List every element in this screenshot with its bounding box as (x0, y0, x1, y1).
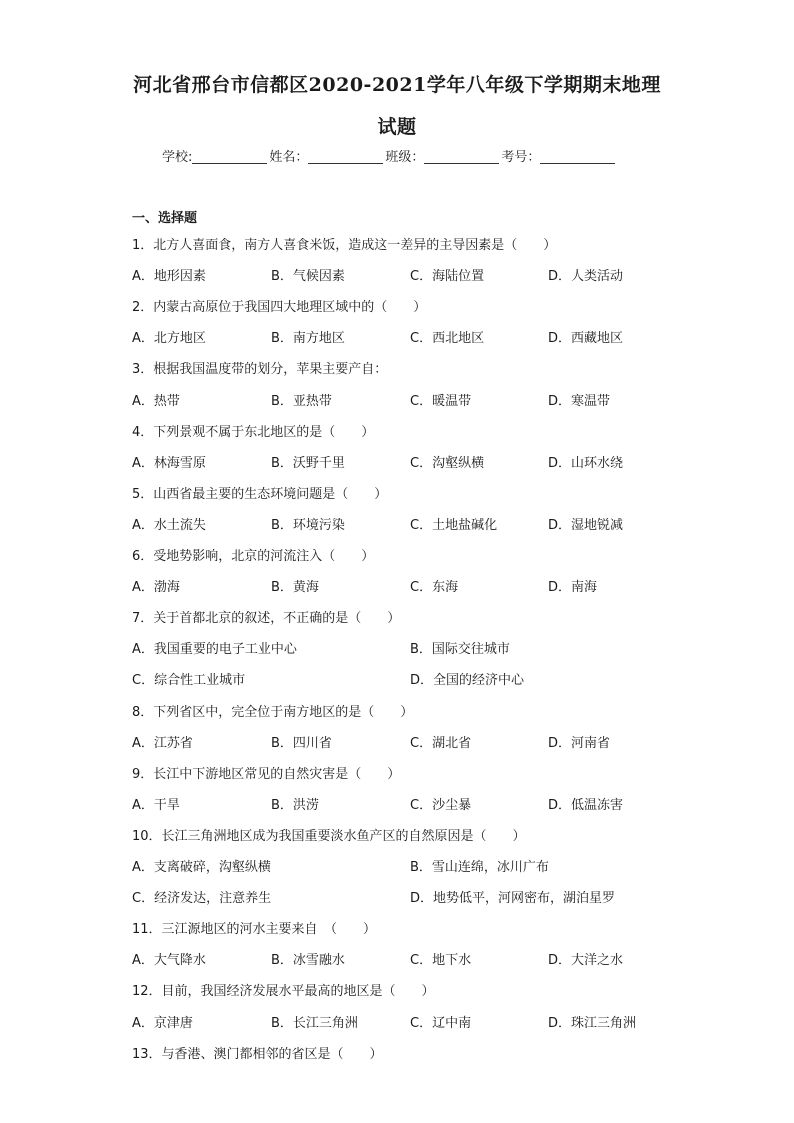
question-10-option-d[interactable]: D．地势低平，河网密布，湖泊星罗 (410, 891, 616, 907)
question-10-option-a[interactable]: A．支离破碎，沟壑纵横 (132, 860, 271, 875)
question-12: 12．目前，我国经济发展水平最高的地区是（ ） (132, 984, 435, 1000)
question-9-option-c[interactable]: C．沙尘暴 (410, 797, 472, 813)
question-13: 13．与香港、澳门都相邻的省区是（ ） (132, 1046, 383, 1062)
question-3-option-b[interactable]: B．亚热带 (271, 393, 332, 409)
question-9-option-b[interactable]: B．洪涝 (271, 797, 319, 813)
question-2: 2．内蒙古高原位于我国四大地理区域中的（ ） (132, 300, 427, 316)
question-7-option-b[interactable]: B．国际交往城市 (410, 642, 510, 658)
question-6-option-a[interactable]: A．渤海 (132, 580, 180, 596)
question-4-option-d[interactable]: D．山环水绕 (548, 455, 624, 471)
class-label: 班级： (385, 150, 425, 165)
question-8-option-d[interactable]: D．河南省 (548, 735, 611, 751)
question-3-option-a[interactable]: A．热带 (132, 393, 180, 409)
question-2-option-a[interactable]: A．北方地区 (132, 331, 206, 347)
question-5-option-c[interactable]: C．土地盐碱化 (410, 517, 498, 533)
question-7-option-a[interactable]: A．我国重要的电子工业中心 (132, 642, 297, 658)
question-7: 7．关于首都北京的叙述，不正确的是（ ） (132, 611, 401, 627)
question-3-option-c[interactable]: C．暖温带 (410, 393, 472, 409)
question-4-option-b[interactable]: B．沃野千里 (271, 455, 345, 471)
student-info-line (162, 146, 617, 165)
question-6-option-c[interactable]: C．东海 (410, 580, 459, 596)
question-8: 8．下列省区中，完全位于南方地区的是（ ） (132, 704, 414, 720)
question-5-option-b[interactable]: B．环境污染 (271, 517, 345, 533)
question-8-option-a[interactable]: A．江苏省 (132, 735, 193, 751)
question-9-option-a[interactable]: A．干旱 (132, 797, 180, 813)
question-1-option-d[interactable]: D．人类活动 (548, 269, 624, 285)
question-9-option-d[interactable]: D．低温冻害 (548, 797, 624, 813)
question-12-option-c[interactable]: C．辽中南 (410, 1015, 472, 1031)
question-6-option-b[interactable]: B．黄海 (271, 580, 319, 596)
question-1-option-b[interactable]: B．气候因素 (271, 269, 345, 285)
question-3-option-d[interactable]: D．寒温带 (548, 393, 611, 409)
question-1-option-c[interactable]: C．海陆位置 (410, 269, 485, 285)
question-10-option-c[interactable]: C．经济发达，注意养生 (132, 891, 272, 907)
question-4-option-a[interactable]: A．林海雪原 (132, 455, 206, 471)
exam-no-blank[interactable] (540, 149, 615, 164)
question-11: 11．三江源地区的河水主要来自 （ ） (132, 922, 377, 938)
name-blank[interactable] (308, 149, 383, 164)
question-6: 6．受地势影响，北京的河流注入（ ） (132, 549, 375, 564)
question-2-option-d[interactable]: D．西藏地区 (548, 331, 624, 347)
question-8-option-b[interactable]: B．四川省 (271, 735, 332, 751)
question-6-option-d[interactable]: D．南海 (548, 580, 598, 596)
question-11-option-d[interactable]: D．大洋之水 (548, 953, 624, 969)
question-4: 4．下列景观不属于东北地区的是（ ） (132, 424, 375, 440)
school-label: 学校: (162, 150, 193, 165)
question-10: 10．长江三角洲地区成为我国重要淡水鱼产区的自然原因是（ ） (132, 828, 526, 844)
question-7-option-c[interactable]: C．综合性工业城市 (132, 673, 246, 689)
document-title-continued: 试题 (377, 116, 417, 138)
question-3: 3．根据我国温度带的划分，苹果主要产自： (132, 362, 388, 378)
question-10-option-b[interactable]: B．雪山连绵，冰川广布 (410, 860, 549, 875)
school-blank[interactable] (192, 149, 267, 164)
question-2-option-b[interactable]: B．南方地区 (271, 331, 345, 347)
exam-no-label: 考号： (501, 150, 541, 165)
question-7-option-d[interactable]: D．全国的经济中心 (410, 673, 525, 689)
question-11-option-b[interactable]: B．冰雪融水 (271, 953, 345, 969)
question-1-option-a[interactable]: A．地形因素 (132, 269, 206, 285)
question-9: 9．长江中下游地区常见的自然灾害是（ ） (132, 766, 401, 782)
question-12-option-d[interactable]: D．珠江三角洲 (548, 1015, 637, 1031)
class-blank[interactable] (424, 149, 499, 164)
question-5: 5．山西省最主要的生态环境问题是（ ） (132, 486, 388, 502)
question-11-option-a[interactable]: A．大气降水 (132, 953, 206, 969)
section-heading: 一、选择题 (132, 211, 198, 226)
question-11-option-c[interactable]: C．地下水 (410, 953, 472, 969)
question-5-option-a[interactable]: A．水土流失 (132, 517, 206, 533)
question-5-option-d[interactable]: D．湿地锐减 (548, 517, 624, 533)
question-8-option-c[interactable]: C．湖北省 (410, 735, 472, 751)
question-4-option-c[interactable]: C．沟壑纵横 (410, 455, 485, 471)
question-12-option-a[interactable]: A．京津唐 (132, 1015, 193, 1031)
question-12-option-b[interactable]: B．长江三角洲 (271, 1015, 358, 1031)
document-title: 河北省邢台市信都区2020-2021学年八年级下学期期末地理 (133, 74, 661, 96)
question-1: 1．北方人喜面食，南方人喜食米饭，造成这一差异的主导因素是（ ） (132, 238, 557, 253)
question-2-option-c[interactable]: C．西北地区 (410, 331, 485, 347)
name-label: 姓名： (269, 150, 309, 165)
